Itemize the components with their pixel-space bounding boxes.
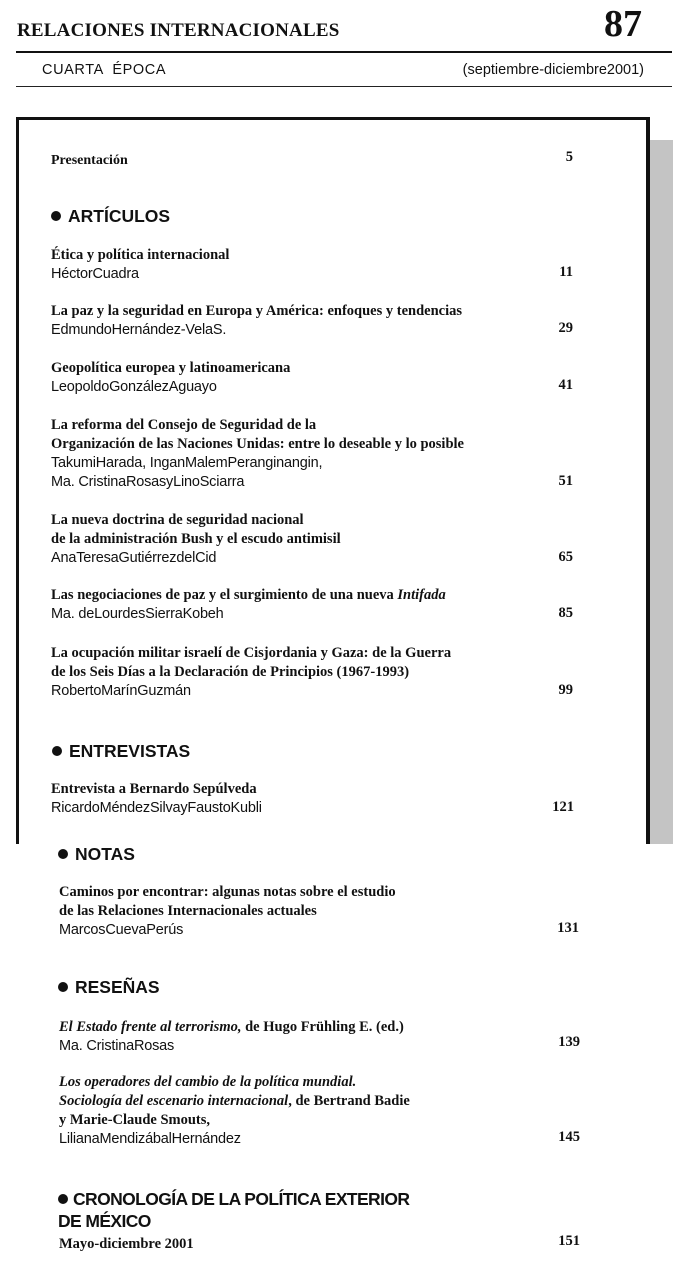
toc-entry[interactable] bbox=[59, 1018, 404, 1056]
bullet-icon bbox=[52, 746, 62, 756]
entry-author: RobertoMarínGuzmán bbox=[51, 683, 191, 699]
entry-page: 145 bbox=[558, 1129, 580, 1145]
bullet-icon bbox=[58, 849, 68, 859]
section-articulos bbox=[51, 206, 170, 227]
section-cronologia-label: CRONOLOGÍA DE LA POLÍTICA EXTERIOR bbox=[73, 1189, 410, 1209]
toc-presentacion-page: 5 bbox=[565, 149, 573, 165]
entry-author: LilianaMendizábalHernández bbox=[59, 1131, 241, 1147]
entry-author-line2: Ma. CristinaRosasyLinoSciarra bbox=[51, 474, 245, 490]
periodo-label: (septiembre-diciembre2001) bbox=[462, 62, 644, 78]
entry-author: LeopoldoGonzálezAguayo bbox=[51, 379, 217, 395]
entry-page: 131 bbox=[557, 920, 579, 936]
bullet-icon bbox=[58, 1194, 68, 1204]
toc-entry[interactable] bbox=[51, 246, 229, 284]
entry-author: RicardoMéndezSilvayFaustoKubli bbox=[51, 800, 262, 816]
toc-entry[interactable] bbox=[59, 1073, 410, 1149]
toc-cronologia-subtitle[interactable]: Mayo-diciembre 2001 bbox=[59, 1236, 194, 1252]
entry-page: 11 bbox=[559, 264, 573, 280]
entry-page: 85 bbox=[558, 605, 573, 621]
entry-title-italic: Intifada bbox=[397, 587, 446, 603]
entry-title: Geopolítica europea y latinoamericana bbox=[51, 360, 291, 376]
section-notas-label: NOTAS bbox=[75, 844, 135, 864]
entry-title-line3: y Marie-Claude Smouts, bbox=[59, 1112, 211, 1128]
entry-title-line2 bbox=[59, 1092, 410, 1111]
toc-entry[interactable] bbox=[51, 780, 262, 818]
toc-entry[interactable] bbox=[59, 883, 396, 940]
issue-number: 87 bbox=[604, 3, 642, 45]
section-articulos-label: ARTÍCULOS bbox=[68, 206, 171, 226]
entry-title-line2: Organización de las Naciones Unidas: entre lo deseable y lo posible bbox=[51, 436, 464, 452]
bullet-icon bbox=[51, 211, 61, 221]
entry-title-line2: de la administración Bush y el escudo antimisil bbox=[51, 531, 341, 547]
entry-title: La paz y la seguridad en Europa y América: enfoques y tendencias bbox=[51, 303, 462, 319]
entry-title-rest: de Hugo Frühling E. (ed.) bbox=[241, 1019, 404, 1035]
entry-title-italic: Sociología del escenario internacional bbox=[59, 1093, 289, 1109]
entry-title bbox=[51, 586, 446, 605]
entry-title-line1: La ocupación militar israelí de Cisjordania y Gaza: de la Guerra bbox=[51, 645, 452, 661]
entry-author: HéctorCuadra bbox=[51, 266, 139, 282]
toc-entry[interactable] bbox=[51, 359, 290, 397]
section-resenas bbox=[58, 977, 160, 998]
toc-entry[interactable] bbox=[51, 416, 464, 492]
entry-page: 151 bbox=[558, 1233, 580, 1249]
toc-entry[interactable] bbox=[51, 511, 341, 568]
toc-entry[interactable] bbox=[51, 644, 451, 701]
entry-author: EdmundoHernández-VelaS. bbox=[51, 322, 227, 338]
entry-title-line2: de las Relaciones Internacionales actuales bbox=[59, 903, 317, 919]
entry-title-line1 bbox=[59, 1073, 410, 1092]
toc-entry[interactable] bbox=[51, 586, 446, 624]
entry-author-line1: TakumiHarada, InganMalemPeranginangin, bbox=[51, 455, 323, 471]
entry-page: 65 bbox=[558, 549, 573, 565]
entry-author: AnaTeresaGutiérrezdelCid bbox=[51, 550, 217, 566]
entry-author: MarcosCuevaPerús bbox=[59, 922, 184, 938]
header-rule-bottom bbox=[16, 86, 672, 87]
toc-entry[interactable] bbox=[51, 302, 462, 340]
entry-title-italic: Los operadores del cambio de la política mundial. bbox=[59, 1074, 357, 1090]
header-rule-top bbox=[16, 51, 672, 53]
bullet-icon bbox=[58, 982, 68, 992]
entry-title-italic: El Estado frente al terrorismo, bbox=[59, 1019, 242, 1035]
entry-page: 121 bbox=[552, 799, 574, 815]
entry-author: Ma. CristinaRosas bbox=[59, 1038, 175, 1054]
section-cronologia bbox=[58, 1188, 409, 1232]
entry-title-rest: , de Bertrand Badie bbox=[288, 1093, 410, 1109]
entry-title-line2: de los Seis Días a la Declaración de Principios (1967-1993) bbox=[51, 664, 410, 680]
section-notas bbox=[58, 844, 135, 865]
epoca-label: CUARTA ÉPOCA bbox=[42, 62, 167, 78]
journal-title: RELACIONES INTERNACIONALES bbox=[17, 20, 340, 41]
toc-box-left-border bbox=[16, 117, 19, 844]
toc-box-top-border bbox=[16, 117, 649, 120]
entry-author: Ma. deLourdesSierraKobeh bbox=[51, 606, 224, 622]
entry-page: 139 bbox=[558, 1034, 580, 1050]
entry-title-line1: La reforma del Consejo de Seguridad de la bbox=[51, 417, 317, 433]
section-resenas-label: RESEÑAS bbox=[75, 977, 160, 997]
entry-page: 51 bbox=[558, 473, 573, 489]
entry-title bbox=[59, 1018, 404, 1037]
entry-page: 99 bbox=[558, 682, 573, 698]
entry-title-line1: Caminos por encontrar: algunas notas sobre el estudio bbox=[59, 884, 396, 900]
entry-title-line1: La nueva doctrina de seguridad nacional bbox=[51, 512, 304, 528]
section-entrevistas-label: ENTREVISTAS bbox=[69, 741, 191, 761]
toc-box-shadow bbox=[650, 140, 673, 844]
section-cronologia-line1 bbox=[58, 1188, 409, 1210]
entry-title: Entrevista a Bernardo Sepúlveda bbox=[51, 781, 257, 797]
entry-page: 41 bbox=[558, 377, 573, 393]
section-cronologia-label-line2: DE MÉXICO bbox=[58, 1211, 151, 1231]
entry-title: Ética y política internacional bbox=[51, 247, 230, 263]
toc-presentacion-title[interactable]: Presentación bbox=[51, 153, 128, 168]
entry-title-main: Las negociaciones de paz y el surgimiento de una nueva bbox=[51, 587, 398, 603]
entry-page: 29 bbox=[558, 320, 573, 336]
section-entrevistas bbox=[52, 741, 190, 762]
